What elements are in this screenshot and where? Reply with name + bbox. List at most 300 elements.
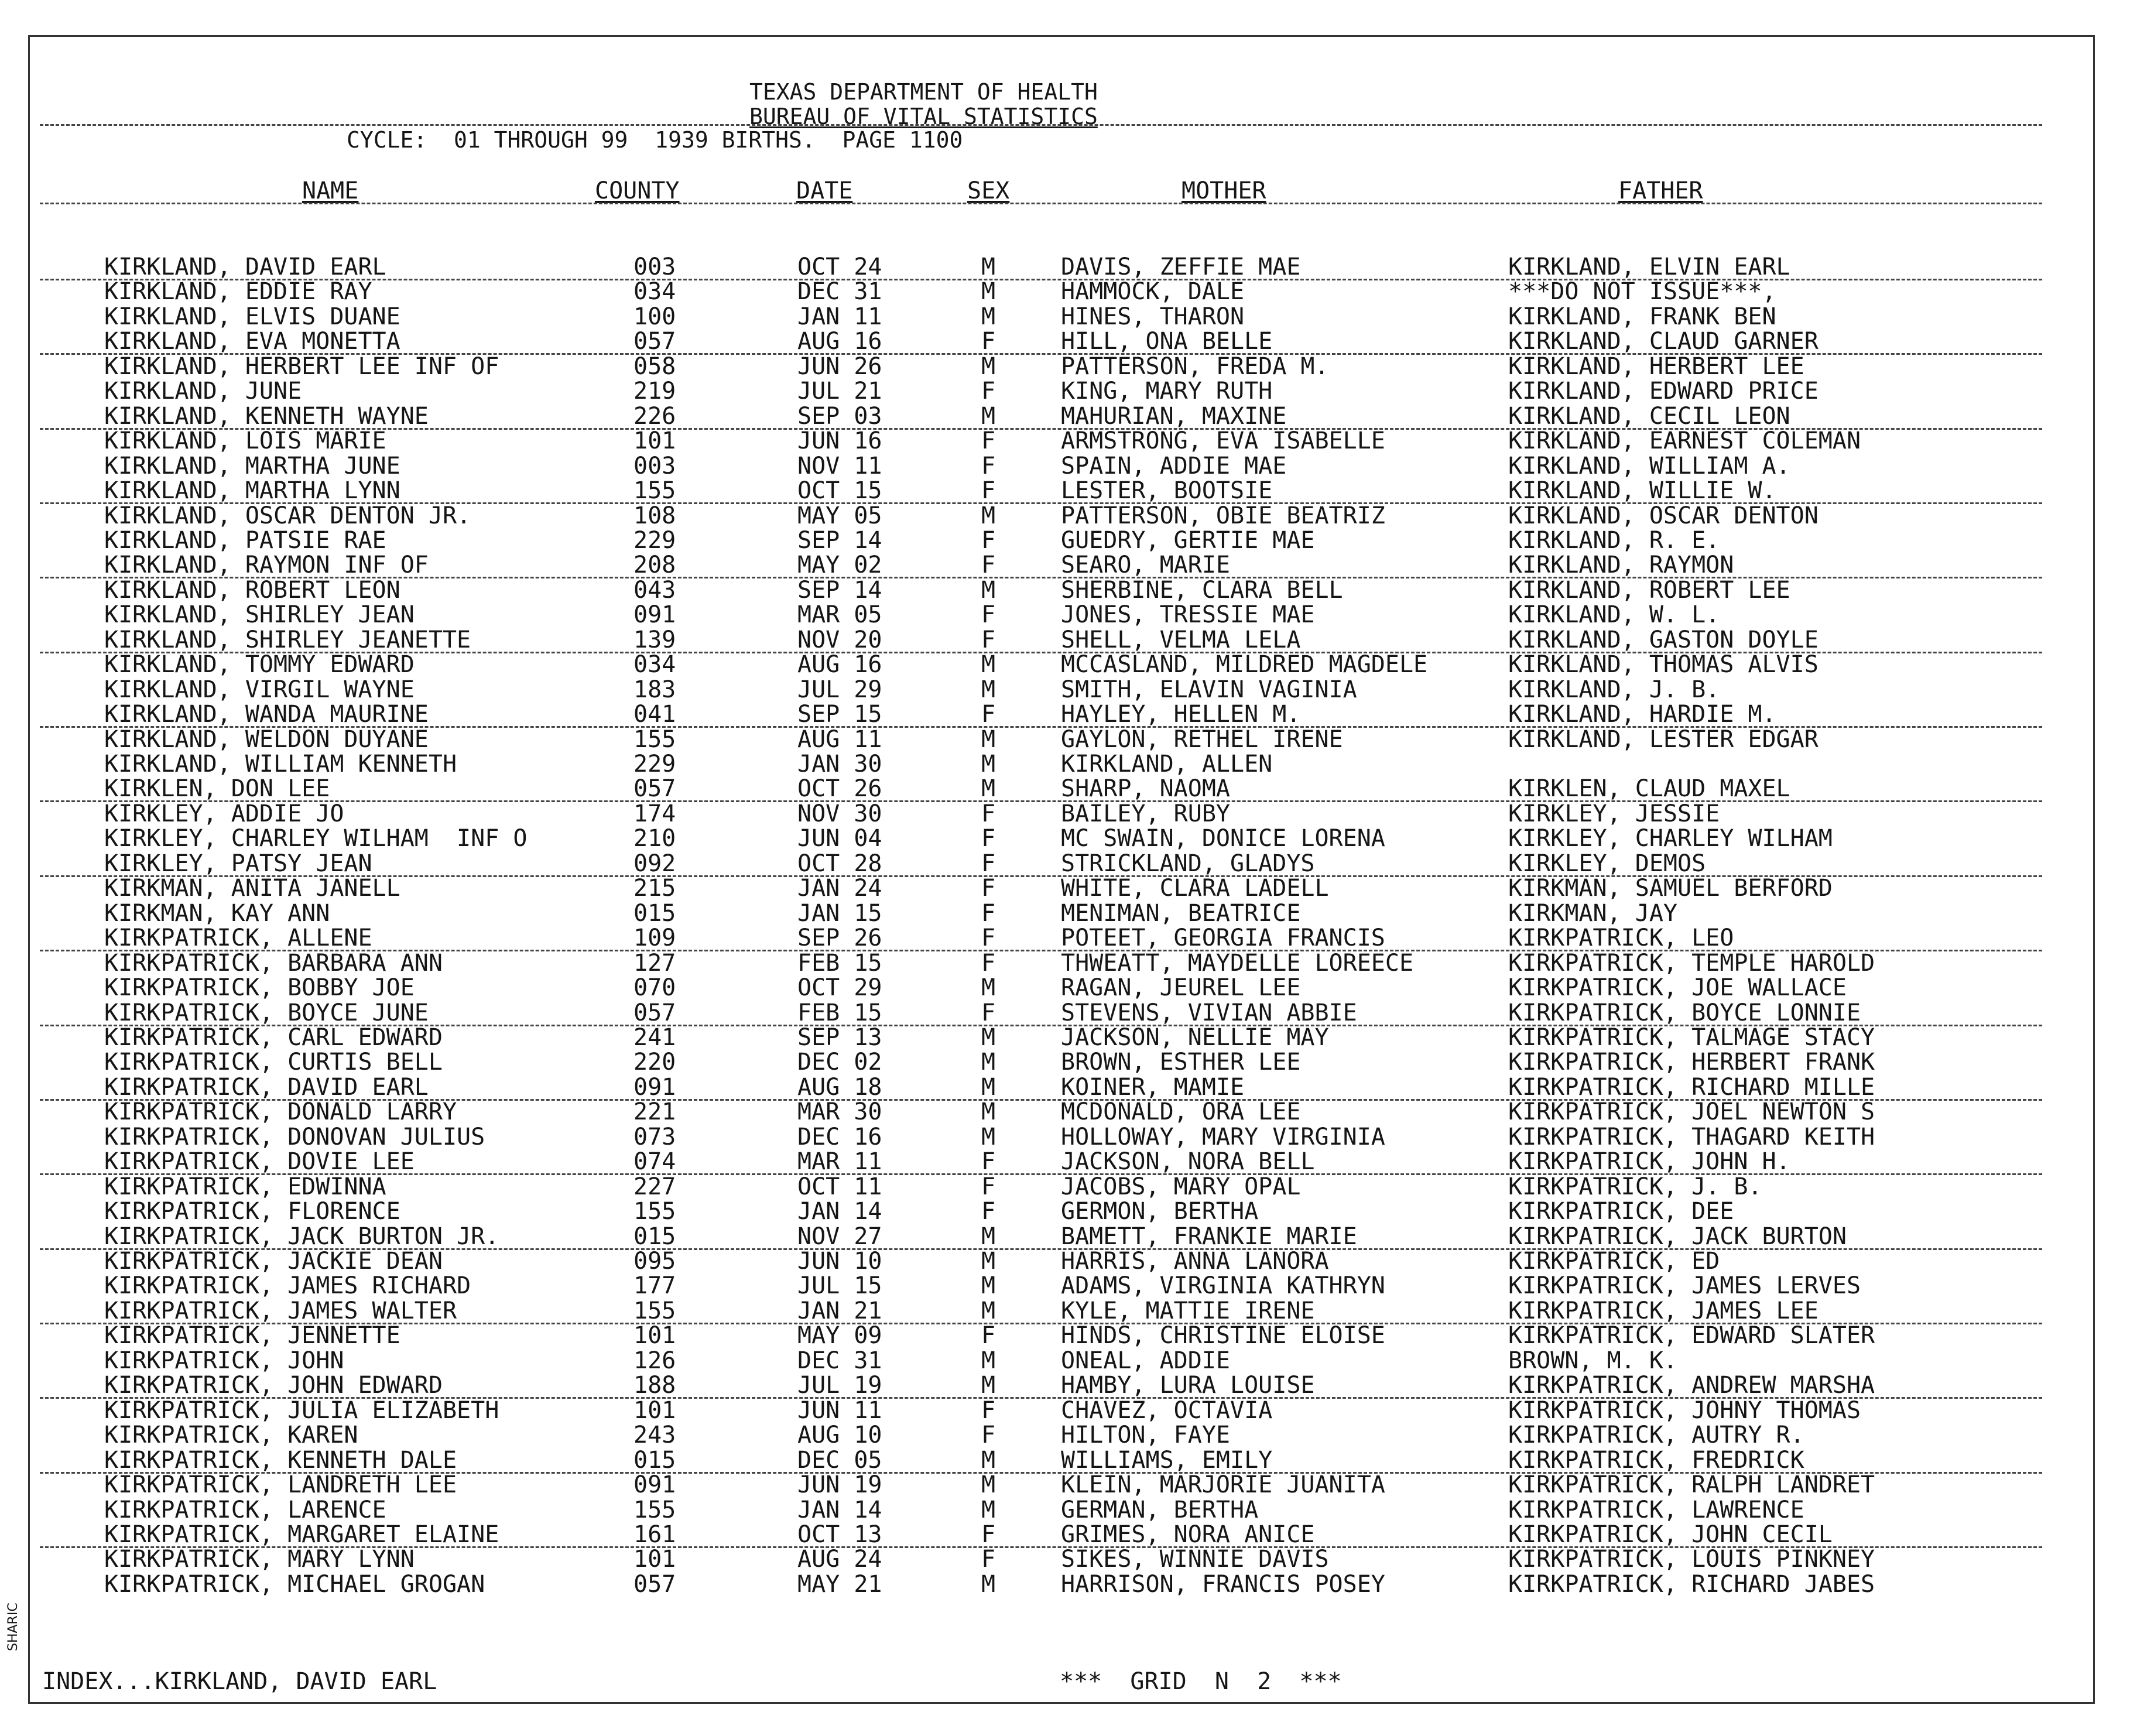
table-row <box>0 1225 2154 1249</box>
table-row <box>0 255 2154 280</box>
cell-sex: M <box>981 577 996 604</box>
table-row <box>0 1399 2154 1423</box>
cell-father: KIRKLAND, J. B. <box>1508 676 1720 703</box>
cell-mother: DAVIS, ZEFFIE MAE <box>1061 254 1301 280</box>
table-row <box>0 405 2154 429</box>
cell-name: KIRKPATRICK, JOHN <box>104 1347 344 1374</box>
cell-name: KIRKLAND, KENNETH WAYNE <box>104 403 429 430</box>
table-row <box>0 802 2154 827</box>
cell-sex: F <box>981 1546 996 1573</box>
cell-sex: F <box>981 875 996 902</box>
cell-name: KIRKLAND, EDDIE RAY <box>104 278 372 305</box>
cell-date: OCT 11 <box>797 1173 882 1200</box>
cell-sex: F <box>981 1198 996 1225</box>
table-row <box>0 504 2154 529</box>
cell-county: 100 <box>633 303 676 330</box>
cell-mother: JACOBS, MARY OPAL <box>1061 1173 1301 1200</box>
cell-sex: F <box>981 1148 996 1175</box>
cell-mother: MCDONALD, ORA LEE <box>1061 1098 1301 1125</box>
cell-county: 043 <box>633 577 676 604</box>
cell-date: FEB 15 <box>797 950 882 977</box>
cell-county: 226 <box>633 403 676 430</box>
cell-mother: HINDS, CHRISTINE ELOISE <box>1061 1322 1385 1349</box>
cell-name: KIRKMAN, ANITA JANELL <box>104 875 400 902</box>
cycle-line: CYCLE: 01 THROUGH 99 1939 BIRTHS. PAGE 1100 <box>347 127 963 153</box>
cell-name: KIRKPATRICK, ALLENE <box>104 925 372 951</box>
cell-county: 139 <box>633 626 676 653</box>
cell-county: 177 <box>633 1272 676 1299</box>
cell-mother: MCCASLAND, MILDRED MAGDELE <box>1061 651 1428 678</box>
cell-date: SEP 26 <box>797 925 882 951</box>
table-row <box>0 1125 2154 1150</box>
cell-mother: CHAVEZ, OCTAVIA <box>1061 1397 1273 1424</box>
cell-sex: F <box>981 1173 996 1200</box>
cell-father: KIRKLAND, ELVIN EARL <box>1508 254 1790 280</box>
table-row <box>0 305 2154 330</box>
cell-father: KIRKLEN, CLAUD MAXEL <box>1508 775 1790 802</box>
cell-county: 091 <box>633 1074 676 1101</box>
cell-mother: HAYLEY, HELLEN M. <box>1061 701 1301 728</box>
cell-mother: HILL, ONA BELLE <box>1061 328 1273 355</box>
cell-mother: HARRIS, ANNA LANORA <box>1061 1248 1329 1275</box>
cell-county: 183 <box>633 676 676 703</box>
cell-father: KIRKLAND, GASTON DOYLE <box>1508 626 1819 653</box>
cell-sex: M <box>981 1124 996 1151</box>
cell-county: 221 <box>633 1098 676 1125</box>
cell-father: KIRKPATRICK, JOHN H. <box>1508 1148 1790 1175</box>
cell-name: KIRKPATRICK, FLORENCE <box>104 1198 400 1225</box>
table-row <box>0 454 2154 479</box>
cell-father: BROWN, M. K. <box>1508 1347 1677 1374</box>
cell-father: KIRKLEY, CHARLEY WILHAM <box>1508 825 1833 852</box>
cell-county: 229 <box>633 527 676 554</box>
cell-county: 003 <box>633 453 676 480</box>
cell-father: KIRKLEY, DEMOS <box>1508 850 1706 877</box>
table-row <box>0 1274 2154 1299</box>
cell-name: KIRKPATRICK, JOHN EDWARD <box>104 1372 443 1399</box>
cell-county: 058 <box>633 353 676 380</box>
cell-father: KIRKPATRICK, TEMPLE HAROLD <box>1508 950 1875 977</box>
cell-sex: F <box>981 1521 996 1548</box>
cell-date: DEC 16 <box>797 1124 882 1151</box>
cell-date: JUN 11 <box>797 1397 882 1424</box>
table-row <box>0 678 2154 703</box>
cell-date: JUN 26 <box>797 353 882 380</box>
cell-date: SEP 03 <box>797 403 882 430</box>
cell-father: KIRKPATRICK, RICHARD MILLE <box>1508 1074 1875 1101</box>
cell-county: 219 <box>633 378 676 405</box>
cell-county: 126 <box>633 1347 676 1374</box>
cell-father: KIRKPATRICK, JOE WALLACE <box>1508 974 1847 1001</box>
cell-date: JAN 21 <box>797 1297 882 1324</box>
cell-sex: F <box>981 527 996 554</box>
table-row <box>0 926 2154 951</box>
table-row <box>0 703 2154 727</box>
cell-mother: SHELL, VELMA LELA <box>1061 626 1301 653</box>
cell-date: OCT 13 <box>797 1521 882 1548</box>
cell-name: KIRKLAND, MARTHA JUNE <box>104 453 400 480</box>
cell-sex: M <box>981 1471 996 1498</box>
table-row <box>0 355 2154 379</box>
cell-date: DEC 05 <box>797 1447 882 1474</box>
cell-father: KIRKPATRICK, LOUIS PINKNEY <box>1508 1546 1875 1573</box>
cell-county: 057 <box>633 999 676 1026</box>
cell-father: KIRKPATRICK, ANDREW MARSHA <box>1508 1372 1875 1399</box>
cell-date: AUG 16 <box>797 651 882 678</box>
cell-county: 041 <box>633 701 676 728</box>
cell-sex: M <box>981 1248 996 1275</box>
cell-county: 015 <box>633 1447 676 1474</box>
cell-county: 220 <box>633 1049 676 1076</box>
cell-sex: M <box>981 403 996 430</box>
cell-mother: POTEET, GEORGIA FRANCIS <box>1061 925 1385 951</box>
table-row <box>0 728 2154 752</box>
cell-father: KIRKPATRICK, FREDRICK <box>1508 1447 1804 1474</box>
cell-date: JUL 15 <box>797 1272 882 1299</box>
cell-date: AUG 16 <box>797 328 882 355</box>
cell-name: KIRKPATRICK, DAVID EARL <box>104 1074 429 1101</box>
cell-sex: F <box>981 950 996 977</box>
cell-date: SEP 13 <box>797 1024 882 1051</box>
cell-mother: KLEIN, MARJORIE JUANITA <box>1061 1471 1385 1498</box>
cell-sex: F <box>981 825 996 852</box>
cell-mother: SHARP, NAOMA <box>1061 775 1230 802</box>
cell-county: 015 <box>633 1223 676 1250</box>
cell-sex: M <box>981 1297 996 1324</box>
cell-mother: LESTER, BOOTSIE <box>1061 477 1273 504</box>
cell-sex: M <box>981 303 996 330</box>
cell-mother: PATTERSON, OBIE BEATRIZ <box>1061 502 1385 529</box>
cell-name: KIRKLEY, PATSY JEAN <box>104 850 372 877</box>
cell-date: AUG 24 <box>797 1546 882 1573</box>
cell-mother: GRIMES, NORA ANICE <box>1061 1521 1315 1548</box>
cell-date: JAN 30 <box>797 751 882 778</box>
cell-father: KIRKLAND, WILLIE W. <box>1508 477 1776 504</box>
cell-sex: M <box>981 1098 996 1125</box>
table-row <box>0 1100 2154 1125</box>
cell-father: KIRKLAND, HARDIE M. <box>1508 701 1776 728</box>
cell-father: KIRKLAND, LESTER EDGAR <box>1508 726 1819 753</box>
cell-father: KIRKPATRICK, ED <box>1508 1248 1720 1275</box>
cell-date: OCT 15 <box>797 477 882 504</box>
cell-county: 109 <box>633 925 676 951</box>
cell-sex: M <box>981 1223 996 1250</box>
cell-county: 101 <box>633 1546 676 1573</box>
cell-date: DEC 31 <box>797 1347 882 1374</box>
cell-county: 155 <box>633 1497 676 1523</box>
table-row <box>0 1473 2154 1498</box>
cell-date: FEB 15 <box>797 999 882 1026</box>
cell-name: KIRKLEN, DON LEE <box>104 775 330 802</box>
table-row <box>0 578 2154 603</box>
cell-name: KIRKPATRICK, JENNETTE <box>104 1322 400 1349</box>
cell-sex: M <box>981 353 996 380</box>
cell-mother: GAYLON, RETHEL IRENE <box>1061 726 1343 753</box>
cell-sex: M <box>981 676 996 703</box>
cell-date: MAY 09 <box>797 1322 882 1349</box>
table-row <box>0 628 2154 653</box>
cell-name: KIRKPATRICK, MARGARET ELAINE <box>104 1521 499 1548</box>
cell-county: 034 <box>633 278 676 305</box>
side-label: SHARIC <box>6 1603 20 1651</box>
table-row <box>0 379 2154 404</box>
cell-sex: M <box>981 254 996 280</box>
cell-county: 101 <box>633 1397 676 1424</box>
table-row <box>0 429 2154 454</box>
cell-sex: F <box>981 552 996 578</box>
table-row <box>0 653 2154 677</box>
cell-name: KIRKPATRICK, LANDRETH LEE <box>104 1471 457 1498</box>
col-mother: MOTHER <box>1182 177 1266 204</box>
cell-mother: ONEAL, ADDIE <box>1061 1347 1230 1374</box>
cell-mother: BROWN, ESTHER LEE <box>1061 1049 1301 1076</box>
cell-name: KIRKLAND, ELVIS DUANE <box>104 303 400 330</box>
cell-name: KIRKLAND, WANDA MAURINE <box>104 701 429 728</box>
cell-mother: RAGAN, JEUREL LEE <box>1061 974 1301 1001</box>
cell-date: OCT 28 <box>797 850 882 877</box>
cell-father: KIRKPATRICK, LAWRENCE <box>1508 1497 1804 1523</box>
cell-county: 070 <box>633 974 676 1001</box>
cell-sex: M <box>981 1074 996 1101</box>
cell-county: 155 <box>633 1297 676 1324</box>
cell-name: KIRKPATRICK, KENNETH DALE <box>104 1447 457 1474</box>
cell-father: KIRKPATRICK, TALMAGE STACY <box>1508 1024 1875 1051</box>
cell-date: JAN 11 <box>797 303 882 330</box>
cell-county: 161 <box>633 1521 676 1548</box>
cell-mother: WILLIAMS, EMILY <box>1061 1447 1273 1474</box>
cell-mother: HAMMOCK, DALE <box>1061 278 1245 305</box>
cell-county: 229 <box>633 751 676 778</box>
cell-date: SEP 15 <box>797 701 882 728</box>
cell-date: NOV 27 <box>797 1223 882 1250</box>
cell-name: KIRKPATRICK, JACKIE DEAN <box>104 1248 443 1275</box>
cell-county: 057 <box>633 328 676 355</box>
cell-sex: M <box>981 278 996 305</box>
table-row <box>0 479 2154 504</box>
cell-county: 208 <box>633 552 676 578</box>
cell-county: 155 <box>633 477 676 504</box>
cell-mother: MENIMAN, BEATRICE <box>1061 900 1301 927</box>
table-row <box>0 1026 2154 1050</box>
cell-sex: M <box>981 1447 996 1474</box>
cell-sex: F <box>981 427 996 454</box>
cell-father: KIRKPATRICK, RALPH LANDRET <box>1508 1471 1875 1498</box>
cell-father: ***DO NOT ISSUE***, <box>1508 278 1776 305</box>
cell-mother: KOINER, MAMIE <box>1061 1074 1245 1101</box>
index-footer: INDEX...KIRKLAND, DAVID EARL <box>42 1668 437 1695</box>
cell-name: KIRKLAND, MARTHA LYNN <box>104 477 400 504</box>
header-rule <box>40 124 2042 126</box>
cell-mother: MC SWAIN, DONICE LORENA <box>1061 825 1385 852</box>
cell-name: KIRKLAND, RAYMON INF OF <box>104 552 429 578</box>
cell-county: 155 <box>633 1198 676 1225</box>
cell-date: MAR 30 <box>797 1098 882 1125</box>
cell-name: KIRKPATRICK, DONALD LARRY <box>104 1098 457 1125</box>
cell-name: KIRKLAND, VIRGIL WAYNE <box>104 676 415 703</box>
cell-father: KIRKLAND, EARNEST COLEMAN <box>1508 427 1861 454</box>
cell-mother: KING, MARY RUTH <box>1061 378 1273 405</box>
cell-mother: WHITE, CLARA LADELL <box>1061 875 1329 902</box>
cell-name: KIRKPATRICK, CURTIS BELL <box>104 1049 443 1076</box>
cell-county: 210 <box>633 825 676 852</box>
table-row <box>0 1150 2154 1175</box>
cell-father: KIRKLAND, ROBERT LEE <box>1508 577 1790 604</box>
cell-date: SEP 14 <box>797 527 882 554</box>
cell-father: KIRKPATRICK, HERBERT FRANK <box>1508 1049 1875 1076</box>
cell-name: KIRKPATRICK, BOBBY JOE <box>104 974 415 1001</box>
cell-father: KIRKPATRICK, JAMES LERVES <box>1508 1272 1861 1299</box>
cell-name: KIRKPATRICK, JULIA ELIZABETH <box>104 1397 499 1424</box>
cell-mother: HARRISON, FRANCIS POSEY <box>1061 1571 1385 1598</box>
cell-date: MAY 05 <box>797 502 882 529</box>
cell-county: 057 <box>633 775 676 802</box>
table-row <box>0 976 2154 1001</box>
cell-name: KIRKLEY, CHARLEY WILHAM INF O <box>104 825 528 852</box>
table-row <box>0 1449 2154 1473</box>
table-row <box>0 1547 2154 1572</box>
bureau-title: BUREAU OF VITAL STATISTICS <box>749 104 1098 129</box>
cell-sex: M <box>981 726 996 753</box>
cell-father: KIRKPATRICK, RICHARD JABES <box>1508 1571 1875 1598</box>
cell-sex: F <box>981 626 996 653</box>
cell-sex: M <box>981 651 996 678</box>
cell-sex: M <box>981 502 996 529</box>
cell-father: KIRKLAND, HERBERT LEE <box>1508 353 1804 380</box>
cell-name: KIRKLAND, HERBERT LEE INF OF <box>104 353 499 380</box>
table-row <box>0 1573 2154 1597</box>
table-row <box>0 1050 2154 1075</box>
cell-date: NOV 11 <box>797 453 882 480</box>
table-row <box>0 1498 2154 1523</box>
cell-sex: F <box>981 328 996 355</box>
cell-date: JUL 29 <box>797 676 882 703</box>
cell-sex: F <box>981 925 996 951</box>
table-row <box>0 1299 2154 1324</box>
cell-date: MAY 02 <box>797 552 882 578</box>
cell-sex: M <box>981 1497 996 1523</box>
cell-mother: STRICKLAND, GLADYS <box>1061 850 1315 877</box>
cell-mother: ADAMS, VIRGINIA KATHRYN <box>1061 1272 1385 1299</box>
cell-name: KIRKPATRICK, MICHAEL GROGAN <box>104 1571 485 1598</box>
cell-county: 188 <box>633 1372 676 1399</box>
cell-county: 091 <box>633 1471 676 1498</box>
cell-date: DEC 31 <box>797 278 882 305</box>
cell-county: 003 <box>633 254 676 280</box>
table-row <box>0 1076 2154 1100</box>
cell-mother: SIKES, WINNIE DAVIS <box>1061 1546 1329 1573</box>
cell-name: KIRKPATRICK, JACK BURTON JR. <box>104 1223 499 1250</box>
cell-date: JUN 19 <box>797 1471 882 1498</box>
cell-mother: HILTON, FAYE <box>1061 1422 1230 1449</box>
cell-date: OCT 29 <box>797 974 882 1001</box>
cell-father: KIRKLAND, CLAUD GARNER <box>1508 328 1819 355</box>
table-row <box>0 1374 2154 1398</box>
table-row <box>0 1349 2154 1374</box>
cell-name: KIRKPATRICK, JAMES WALTER <box>104 1297 457 1324</box>
cell-name: KIRKLAND, WELDON DUYANE <box>104 726 429 753</box>
cell-mother: KYLE, MATTIE IRENE <box>1061 1297 1315 1324</box>
table-row <box>0 1200 2154 1224</box>
cell-county: 091 <box>633 601 676 628</box>
cell-date: JAN 15 <box>797 900 882 927</box>
cell-sex: M <box>981 1571 996 1598</box>
cell-county: 073 <box>633 1124 676 1151</box>
cell-father: KIRKLAND, OSCAR DENTON <box>1508 502 1819 529</box>
cell-sex: F <box>981 601 996 628</box>
cell-father: KIRKPATRICK, JACK BURTON <box>1508 1223 1847 1250</box>
cell-county: 241 <box>633 1024 676 1051</box>
cell-date: AUG 10 <box>797 1422 882 1449</box>
cell-father: KIRKPATRICK, LEO <box>1508 925 1734 951</box>
cell-mother: JONES, TRESSIE MAE <box>1061 601 1315 628</box>
cell-date: OCT 24 <box>797 254 882 280</box>
cell-father: KIRKLAND, CECIL LEON <box>1508 403 1790 430</box>
cell-mother: BAILEY, RUBY <box>1061 800 1230 827</box>
cell-mother: ARMSTRONG, EVA ISABELLE <box>1061 427 1385 454</box>
cell-name: KIRKMAN, KAY ANN <box>104 900 330 927</box>
column-rule <box>40 203 2042 204</box>
cell-father: KIRKPATRICK, AUTRY R. <box>1508 1422 1804 1449</box>
cell-mother: GERMAN, BERTHA <box>1061 1497 1259 1523</box>
cell-date: OCT 26 <box>797 775 882 802</box>
cell-name: KIRKPATRICK, DOVIE LEE <box>104 1148 415 1175</box>
cell-father: KIRKLAND, THOMAS ALVIS <box>1508 651 1819 678</box>
cell-sex: F <box>981 701 996 728</box>
cell-county: 155 <box>633 726 676 753</box>
cell-name: KIRKPATRICK, MARY LYNN <box>104 1546 415 1573</box>
cell-father: KIRKLAND, R. E. <box>1508 527 1720 554</box>
cell-date: NOV 20 <box>797 626 882 653</box>
cell-father: KIRKPATRICK, DEE <box>1508 1198 1734 1225</box>
cell-father: KIRKPATRICK, EDWARD SLATER <box>1508 1322 1875 1349</box>
cell-county: 074 <box>633 1148 676 1175</box>
table-row <box>0 603 2154 628</box>
cell-father: KIRKPATRICK, JOHNY THOMAS <box>1508 1397 1861 1424</box>
cell-name: KIRKLAND, PATSIE RAE <box>104 527 386 554</box>
cell-father: KIRKLAND, WILLIAM A. <box>1508 453 1790 480</box>
table-row <box>0 777 2154 802</box>
cell-name: KIRKLAND, EVA MONETTA <box>104 328 400 355</box>
cell-sex: M <box>981 1049 996 1076</box>
cell-mother: JACKSON, NELLIE MAY <box>1061 1024 1329 1051</box>
cell-name: KIRKPATRICK, KAREN <box>104 1422 358 1449</box>
cell-date: JUL 19 <box>797 1372 882 1399</box>
cell-name: KIRKPATRICK, BARBARA ANN <box>104 950 443 977</box>
col-father: FATHER <box>1618 177 1703 204</box>
cell-date: JUL 21 <box>797 378 882 405</box>
cell-mother: HINES, THARON <box>1061 303 1245 330</box>
cell-sex: F <box>981 1422 996 1449</box>
table-row <box>0 330 2154 354</box>
cell-name: KIRKLAND, ROBERT LEON <box>104 577 400 604</box>
cell-father: KIRKLAND, FRANK BEN <box>1508 303 1776 330</box>
table-row <box>0 1423 2154 1448</box>
cell-father: KIRKMAN, SAMUEL BERFORD <box>1508 875 1833 902</box>
cell-county: 015 <box>633 900 676 927</box>
col-sex: SEX <box>967 177 1010 204</box>
cell-date: NOV 30 <box>797 800 882 827</box>
cell-mother: SPAIN, ADDIE MAE <box>1061 453 1287 480</box>
col-name: NAME <box>302 177 359 204</box>
cell-sex: M <box>981 1024 996 1051</box>
cell-county: 227 <box>633 1173 676 1200</box>
table-row <box>0 876 2154 901</box>
cell-father: KIRKPATRICK, BOYCE LONNIE <box>1508 999 1861 1026</box>
table-row <box>0 951 2154 976</box>
cell-name: KIRKLAND, SHIRLEY JEAN <box>104 601 415 628</box>
table-row <box>0 553 2154 578</box>
cell-father: KIRKPATRICK, JOHN CECIL <box>1508 1521 1833 1548</box>
